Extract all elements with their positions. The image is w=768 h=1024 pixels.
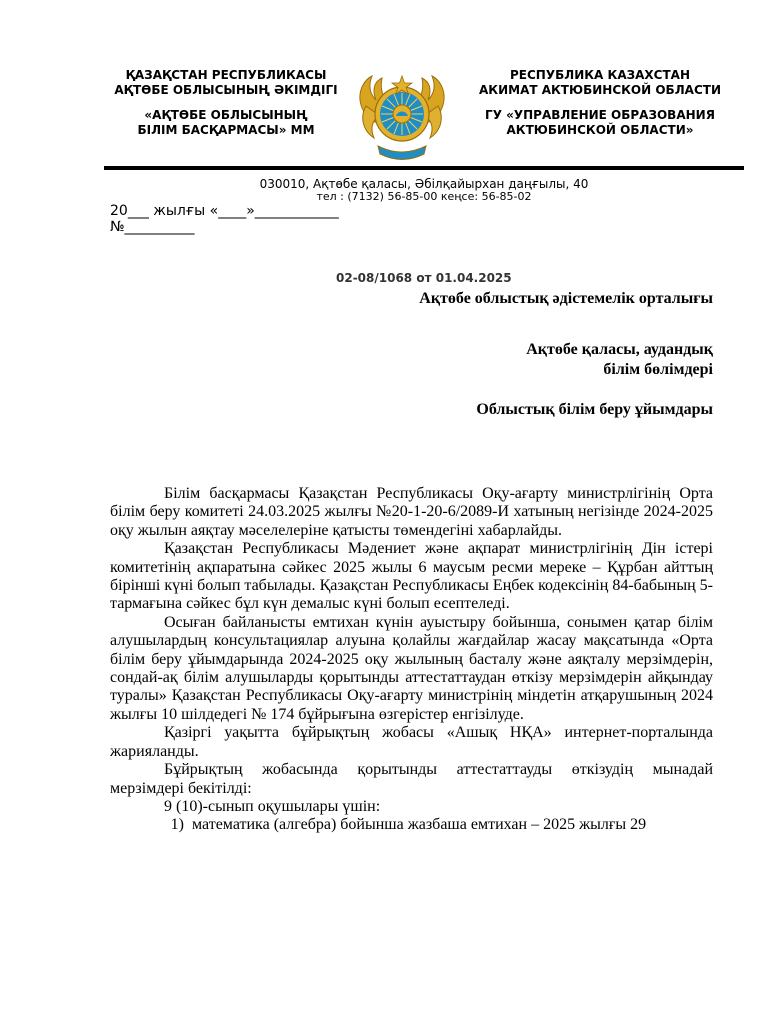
body-paragraph-5: Бұйрықтың жобасында қорытынды аттестаттауды өткізудің мынадай мерзімдері бекітілді: (110, 761, 713, 797)
emblem-icon (354, 66, 450, 166)
list-item (110, 816, 713, 834)
recipient-3: Облыстық білім беру ұйымдары (476, 401, 713, 418)
header-left-line2: АҚТӨБЕ ОБЛЫСЫНЫҢ ӘКІМДІГІ (114, 83, 338, 97)
header-left-block (104, 68, 348, 138)
state-emblem (354, 66, 450, 166)
date-line: 20___ жылғы «____»____________ (110, 203, 339, 219)
body-paragraph-6: 9 (10)-сынып оқушылары үшін: (164, 797, 381, 815)
list-item-text: математика (алгебра) бойынша жазбаша емтихан – 2025 жылғы 29 (192, 816, 647, 834)
phone-line: тел : (7132) 56-85-00 кеңсе: 56-85-02 (316, 190, 532, 203)
header-right-line3: ГУ «УПРАВЛЕНИЕ ОБРАЗОВАНИЯ (485, 108, 715, 122)
header-right-line4: АКТЮБИНСКОЙ ОБЛАСТИ» (506, 123, 694, 137)
body-paragraph-4: Қазіргі уақытта бұйрықтың жобасы «Ашық НҚА» интернет-порталында жарияланды. (110, 724, 713, 760)
number-line: №__________ (110, 219, 195, 235)
recipient-1: Ақтөбе облыстық әдістемелік орталығы (419, 290, 713, 307)
list-item-number: 1) (170, 816, 184, 834)
letterhead-divider (104, 166, 744, 170)
header-left-line4: БІЛІМ БАСҚАРМАСЫ» ММ (137, 123, 315, 137)
body-paragraph-2: Қазақстан Республикасы Мәдениет және ақпарат министрлігінің Дін істері комитетінің ақпаратына сәйкес 2025 жылы 6 маусым ресми мереке – Құрбан айттың бірінші күні болып табылады. Қазақстан Республикасы Еңбек кодексінің 84-бабының 5-тармағына сәйкес бұл күн демалыс күні болып есептеледі. (110, 540, 713, 613)
header-right-block (474, 68, 726, 138)
date-number-block (110, 203, 339, 235)
registration-number: 02-08/1068 от 01.04.2025 (336, 271, 512, 285)
address-line: 030010, Ақтөбе қаласы, Әбілқайырхан даңғылы, 40 (259, 177, 589, 191)
header-right-line2: АКИМАТ АКТЮБИНСКОЙ ОБЛАСТИ (478, 83, 721, 97)
recipient-2 (293, 340, 713, 380)
header-left-line3: «АҚТӨБЕ ОБЛЫСЫНЫҢ (144, 108, 308, 122)
recipient-2-line1: Ақтөбе қаласы, аудандық (526, 341, 713, 358)
body-paragraph-1: Білім басқармасы Қазақстан Республикасы Оқу-ағарту министрлігінің Орта білім беру комитеті 24.03.2025 жылғы №20-1-20-6/2089-И хатының негізінде 2024-2025 оқу жылын аяқтау мәселелеріне қатысты төмендегіні хабарлайды. (110, 485, 713, 539)
letter-body (110, 485, 713, 835)
body-paragraph-3: Осыған байланысты емтихан күнін ауыстыру бойынша, сонымен қатар білім алушылардың консультациялар алуына қолайлы жағдайлар жасау мақсатында «Орта білім беру ұйымдарында 2024-2025 оқу жылының басталу және аяқталу мерзімдерін, сондай-ақ білім алушыларды қорытынды аттестаттаудан өткізу мерзімдерін айқындау туралы» Қазақстан Республикасы Оқу-ағарту министрінің міндетін атқарушының 2024 жылғы 10 шілдедегі № 174 бұйрығына өзгерістер енгізілуде. (110, 613, 713, 723)
recipient-2-line2: білім бөлімдері (603, 361, 713, 378)
header-left-line1: ҚАЗАҚСТАН РЕСПУБЛИКАСЫ (125, 68, 327, 82)
header-right-line1: РЕСПУБЛИКА КАЗАХСТАН (509, 68, 690, 82)
